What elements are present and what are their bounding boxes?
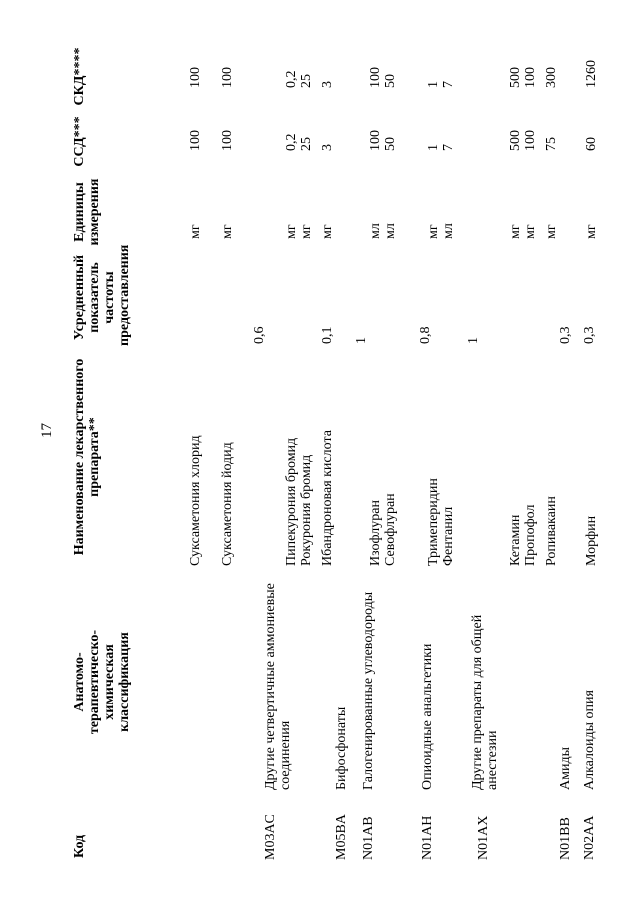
cell-index: 1 [354, 337, 369, 344]
header-unit [72, 175, 188, 249]
cell-atc: Галогенированные углеводороды [361, 591, 376, 790]
header-drug [72, 346, 188, 568]
cell-ssd: 60 [584, 137, 599, 151]
header-skd: СКД**** [72, 47, 87, 106]
header-unit-text: Единицы измерения [72, 178, 102, 246]
ssd-value: 50 [383, 137, 398, 151]
drug-name: Тримеперидин [426, 478, 441, 566]
ssd-value: 0,2 [284, 133, 299, 151]
header-atc-text: Анатомо-терапевтическо-химическая классификация [72, 629, 132, 735]
header-code: Код [72, 834, 87, 858]
cell-index: 0,1 [320, 326, 335, 344]
cell-atc: Бифосфонаты [334, 706, 349, 790]
cell-ssd-list [354, 108, 414, 175]
unit: мл [383, 223, 398, 239]
cell-drug: Морфин [584, 515, 599, 566]
cell-unit-list [252, 175, 316, 249]
cell-code: N01AB [361, 816, 376, 860]
table-row [466, 45, 542, 860]
page-number: 17 [39, 423, 55, 438]
cell-ssd: 75 [544, 137, 559, 151]
header-index-text: Усредненный показатель частоты предоставления [72, 244, 132, 346]
skd-value: 25 [299, 74, 314, 88]
cell-atc: Алкалоиды опия [582, 690, 597, 790]
cell-atc: Другие четвертичные аммониевые соединения [263, 583, 293, 790]
cell-drug-list [466, 346, 542, 568]
table-row [354, 45, 414, 860]
cell-index: 0,3 [582, 326, 597, 344]
cell-drug-list [414, 346, 466, 568]
ssd-value: 500 [508, 130, 523, 151]
unit: мл [441, 223, 456, 239]
cell-code: N01AX [476, 815, 491, 860]
cell-unit: мг [544, 224, 559, 239]
cell-ssd-list [252, 108, 316, 175]
table-row [252, 45, 316, 860]
rotated-table-sheet [72, 45, 602, 860]
cell-skd-list [354, 45, 414, 108]
table-row [414, 45, 466, 860]
header-index [72, 244, 188, 346]
unit: мг [523, 224, 538, 239]
drug-name: Кетамин [508, 514, 523, 566]
drug-name: Фентанил [441, 506, 456, 566]
cell-skd-list [252, 45, 316, 108]
drug-name: Севофлуран [383, 493, 398, 566]
drug-name: Рокурония бромид [299, 454, 314, 566]
cell-drug: Суксаметония хлорид [188, 435, 203, 566]
skd-value: 0,2 [284, 70, 299, 88]
unit: мг [508, 224, 523, 239]
cell-code: N01BB [558, 817, 573, 860]
cell-unit-list [466, 175, 542, 249]
header-row [72, 45, 188, 860]
skd-value: 1 [426, 81, 441, 88]
cell-drug: Ропивакаин [544, 496, 559, 566]
cell-atc: Опиоидные анальгетики [420, 643, 435, 790]
skd-value: 7 [441, 81, 456, 88]
table-row [576, 45, 606, 860]
header-ssd: ССД*** [72, 116, 87, 167]
cell-code: N02AA [582, 815, 597, 860]
cell-unit: мг [220, 224, 235, 239]
ssd-value: 25 [299, 137, 314, 151]
cell-skd-list [466, 45, 542, 108]
drug-name: Пропофол [523, 504, 538, 566]
table-row [188, 45, 220, 860]
unit: мг [284, 224, 299, 239]
cell-ssd-list [466, 108, 542, 175]
header-atc [72, 568, 188, 796]
cell-unit: мг [584, 224, 599, 239]
drug-name: Пипекурония бромид [284, 437, 299, 566]
cell-atc: Амиды [558, 747, 573, 790]
drug-name: Изофлуран [368, 500, 383, 566]
cell-atc: Другие препараты для общей анестезии [470, 614, 500, 790]
cell-code: M05BA [334, 814, 349, 860]
skd-value: 500 [508, 67, 523, 88]
ssd-value: 7 [441, 144, 456, 151]
cell-unit-list [354, 175, 414, 249]
cell-unit: мг [188, 224, 203, 239]
skd-value: 50 [383, 74, 398, 88]
cell-drug: Суксаметония йодид [220, 442, 235, 566]
cell-ssd: 3 [320, 144, 335, 151]
cell-skd: 3 [320, 81, 335, 88]
skd-value: 100 [523, 67, 538, 88]
table-row [220, 45, 252, 860]
cell-code: M03AC [263, 814, 278, 860]
cell-atc [188, 568, 220, 796]
skd-value: 100 [368, 67, 383, 88]
cell-unit: мг [320, 224, 335, 239]
drug-table [72, 45, 606, 860]
ssd-value: 1 [426, 144, 441, 151]
unit: мг [426, 224, 441, 239]
unit: мг [299, 224, 314, 239]
cell-ssd-list [414, 108, 466, 175]
cell-index: 0,6 [252, 326, 267, 344]
cell-ssd: 100 [220, 130, 235, 151]
cell-unit-list [414, 175, 466, 249]
cell-code: N01AH [420, 815, 435, 860]
cell-code [188, 796, 220, 860]
cell-index: 1 [466, 337, 481, 344]
ssd-value: 100 [523, 130, 538, 151]
cell-drug-list [252, 346, 316, 568]
cell-skd: 100 [188, 67, 203, 88]
cell-drug: Ибандроновая кислота [320, 430, 335, 566]
cell-skd: 1260 [584, 60, 599, 88]
cell-ssd: 100 [188, 130, 203, 151]
header-drug-text: Наименование лекарственного препарата** [72, 358, 102, 556]
ssd-value: 100 [368, 130, 383, 151]
unit: мл [368, 223, 383, 239]
cell-skd: 100 [220, 67, 235, 88]
table-row [542, 45, 576, 860]
cell-skd-list [414, 45, 466, 108]
cell-index [188, 249, 220, 346]
cell-drug-list [354, 346, 414, 568]
cell-index: 0,3 [558, 326, 573, 344]
table-row [316, 45, 354, 860]
cell-index: 0,8 [418, 326, 433, 344]
cell-skd: 300 [544, 67, 559, 88]
